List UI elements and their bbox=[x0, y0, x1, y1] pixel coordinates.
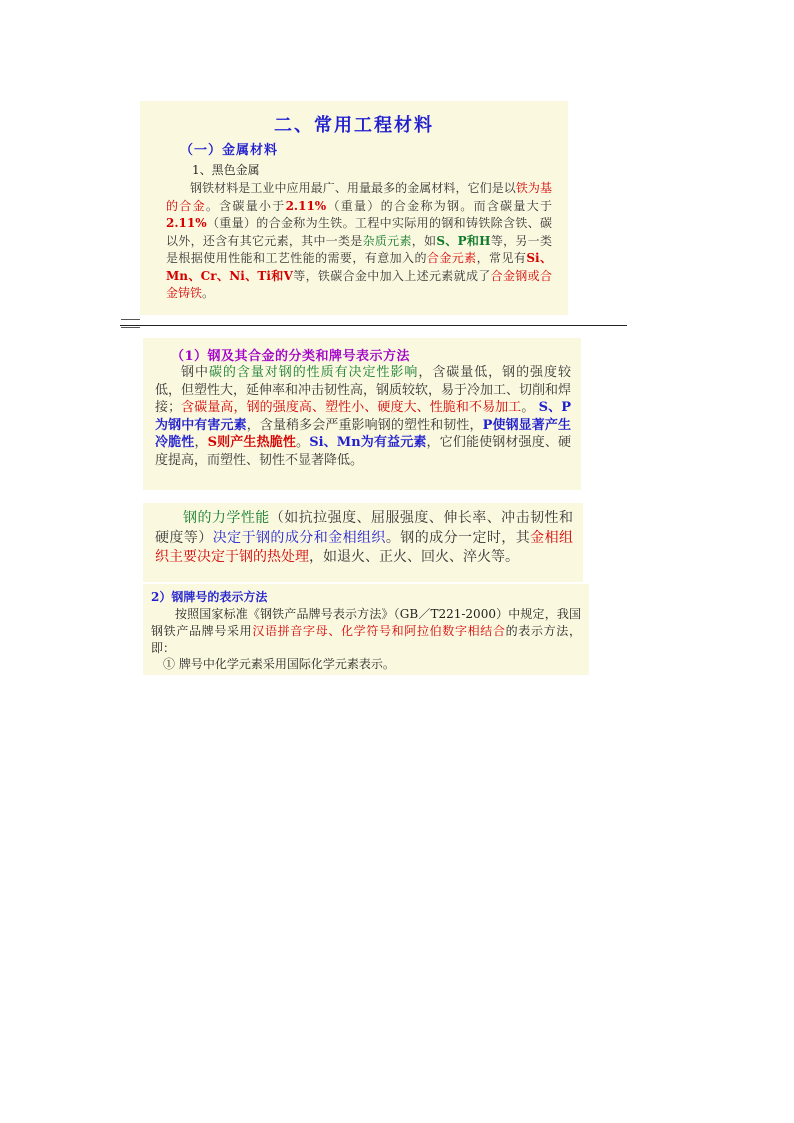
section-break-marker bbox=[121, 319, 140, 328]
slide-heading: 2）钢牌号的表示方法 bbox=[151, 590, 268, 604]
horizontal-rule bbox=[120, 325, 627, 326]
paragraph-carbon-content: 钢中碳的含量对钢的性质有决定性影响，含碳量低，钢的强度较低，但塑性大，延伸率和冲击韧性高，钢质较软，易于冷加工、切削和焊接；含碳量高，钢的强度高、塑性小、硬度大、性脆和不易加工。 S、P为钢中有害元素，含量稍多会严重影响钢的塑性和韧性，P使钢显著产生冷脆性，S则产生热脆性。Si、Mn为有益元素，它们能使钢材强度、硬度提高，而塑性、韧性不显著降低。 bbox=[155, 365, 572, 468]
list-item-chemical-elements: ① 牌号中化学元素采用国际化学元素表示。 bbox=[163, 657, 395, 671]
subsection-title: （一）金属材料 bbox=[180, 143, 279, 158]
paragraph-steel-iron: 钢铁材料是工业中应用最广、用量最多的金属材料，它们是以铁为基的合金。含碳量小于2.11%（重量）的合金称为钢。而含碳量大于2.11%（重量）的合金称为生铁。工程中实际用的钢和铸铁除含铁、碳以外，还含有其它元素，其中一类是杂质元素，如S、P和H等，另一类是根据使用性能和工艺性能的需要，有意加入的合金元素，常见有Si、Mn、Cr、Ni、Ti和V等，铁碳合金中加入上述元素就成了合金钢或合金铸铁。 bbox=[166, 181, 552, 300]
slide-steel-designation bbox=[143, 584, 589, 675]
slide-mechanical-properties bbox=[143, 503, 583, 582]
paragraph-mechanical-properties: 钢的力学性能（如抗拉强度、屈服强度、伸长率、冲击韧性和硬度等）决定于钢的成分和金相组织。钢的成分一定时，其金相组织主要决定于钢的热处理，如退火、正火、回火、淬火等。 bbox=[155, 510, 574, 565]
slide-heading: （1）钢及其合金的分类和牌号表示方法 bbox=[171, 349, 411, 364]
item-ferrous-metal: 1、黑色金属 bbox=[192, 163, 260, 177]
paragraph-national-standard: 按照国家标准《钢铁产品牌号表示方法》（GB／T221-2000）中规定，我国钢铁产品牌号采用汉语拼音字母、化学符号和阿拉伯数字相结合的表示方法，即： bbox=[151, 607, 581, 655]
section-title: 二、常用工程材料 bbox=[274, 115, 434, 136]
slide-metal-materials bbox=[140, 101, 568, 315]
slide-steel-classification bbox=[143, 338, 581, 490]
